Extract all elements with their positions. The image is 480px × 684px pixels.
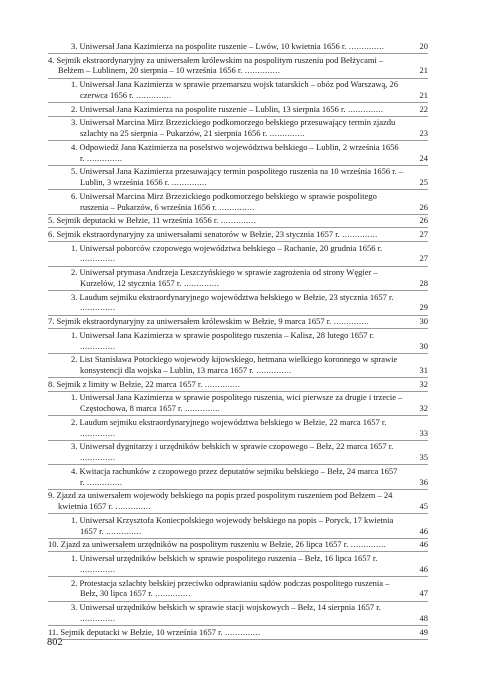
dot-leader: .............. (152, 588, 191, 599)
dot-leader: .............. (345, 103, 384, 114)
toc-subentry (48, 602, 428, 624)
toc-entry-title: 4. Kwitacja rachunków z czopowego przez deputatów sejmiku bełskiego – Bełz, 24 marca 1657 r. .............. (71, 465, 398, 487)
toc-section-entry (48, 316, 428, 327)
toc-subentry (48, 292, 428, 314)
toc-subentry (48, 191, 428, 213)
separator-rule (48, 464, 428, 465)
separator-rule (48, 189, 428, 190)
dot-leader: .............. (103, 525, 142, 536)
dot-leader: .............. (181, 277, 220, 288)
toc-page-number: 46 (419, 539, 428, 550)
toc-entry-title: 2. List Stanisława Potockiego wojewody kijowskiego, hetmana wielkiego koronnego w sprawie konsystencji dla wojska – Lublin, 13 marca 1657 r. .............. (71, 354, 398, 376)
toc-subentry (48, 354, 428, 376)
toc-page-number: 25 (419, 177, 428, 188)
separator-rule (48, 78, 428, 79)
toc-entry-title: 9. Zjazd za uniwersałem wojewody bełskiego na popis przed pospolitym ruszeniem pod Bełzem – 24 kwietnia 1657 r. .............. (48, 490, 393, 512)
toc-section-entry (48, 215, 428, 226)
separator-rule (48, 102, 428, 103)
separator-rule (48, 140, 428, 141)
toc-page-number: 27 (419, 253, 428, 264)
dot-leader: .............. (242, 65, 281, 76)
toc-subentry (48, 79, 428, 101)
toc-page-number: 28 (419, 277, 428, 288)
toc-page-number: 32 (419, 378, 428, 389)
toc-section-entry (48, 539, 428, 550)
separator-rule (48, 377, 428, 378)
toc-page-number: 27 (419, 228, 428, 239)
toc-subentry (48, 41, 428, 52)
toc-entry-title: 1. Uniwersał urzędników bełskich w sprawie pospolitego ruszenia – Bełz, 16 lipca 1657 r. .............. (71, 553, 378, 574)
toc-subentry (48, 117, 428, 139)
dot-leader: .............. (80, 340, 116, 351)
dot-leader: .............. (80, 452, 116, 463)
toc-subentry (48, 267, 428, 289)
toc-page-number: 32 (419, 403, 428, 414)
dot-leader: .............. (169, 177, 208, 188)
separator-rule (48, 440, 428, 441)
toc-page-number: 24 (419, 152, 428, 163)
toc-entry-title: 4. Odpowiedź Jana Kazimierza na poselstwo województwa bełskiego – Lublin, 2 września 1656 r. .............. (71, 141, 399, 163)
dot-leader: .............. (133, 89, 172, 100)
dot-leader: .............. (267, 128, 305, 139)
toc-page-number: 31 (419, 365, 428, 376)
dot-leader: .............. (218, 215, 257, 226)
toc-entry-title: 3. Laudum sejmiku ekstraordynaryjnego województwa bełskiego w Bełzie, 23 stycznia 1657 r. .............. (71, 291, 394, 313)
separator-rule (48, 328, 428, 329)
toc-subentry (48, 515, 428, 537)
toc-entry-title: 2. Uniwersał prymasa Andrzeja Leszczyńskiego w sprawie zagrożenia od strony Węgier – Kurzelów, 12 stycznia 1657 r. .............. (71, 267, 378, 288)
toc-entry-title: 3. Uniwersał Jana Kazimierza na pospolite ruszenie – Lwów, 10 kwietnia 1656 r. .............. (71, 41, 385, 51)
toc-page-number: 45 (419, 501, 428, 512)
toc-entry-title: 3. Uniwersał dygnitarzy i urzędników bełskich w sprawie czopowego – Bełz, 22 marca 1657 r. .............. (71, 441, 394, 463)
toc-subentry (48, 578, 428, 600)
toc-page-number: 46 (419, 525, 428, 536)
toc-page-number: 20 (419, 41, 428, 51)
separator-rule (48, 241, 428, 242)
dot-leader: .............. (84, 476, 123, 487)
toc-page-number: 47 (419, 588, 428, 599)
toc-entry-title: 8. Sejmik z limity w Bełzie, 22 marca 1657 r. .............. (48, 378, 241, 389)
toc-page-number: 21 (419, 65, 428, 76)
toc-entry-title: 6. Uniwersał Marcina Mirz Brzezickiego podkomorzego bełskiego w sprawie pospolitego ruszenia – Pukarzów, 6 września 1656 r. .............. (71, 190, 377, 212)
separator-rule (48, 214, 428, 215)
separator-rule (48, 290, 428, 291)
page-number: 802 (47, 637, 63, 648)
toc-subentry (48, 104, 428, 115)
toc-entry-title: 1. Uniwersał Jana Kazimierza w sprawie pospolitego ruszenia – Kalisz, 28 lutego 1657 r. .............. (71, 329, 375, 351)
toc-entry-title: 7. Sejmik ekstraordynaryjny za uniwersałem królewskim w Bełzie, 9 marca 1657 r. .............. (48, 316, 370, 327)
toc-entry-title: 1. Uniwersał poborców czopowego województwa bełskiego – Rachanie, 20 grudnia 1656 r. .............. (71, 242, 383, 264)
toc-entry-title: 5. Uniwersał Jana Kazimierza przesuwający termin pospolitego ruszenia na 10 września 1656 r. – Lublin, 3 września 1656 r. .............. (71, 166, 404, 188)
toc-subentry (48, 166, 428, 188)
toc-section-entry (48, 229, 428, 240)
dot-leader: .............. (348, 539, 387, 550)
toc-subentry (48, 243, 428, 265)
dot-leader: .............. (331, 316, 370, 327)
toc-subentry (48, 553, 428, 575)
dot-leader: .............. (80, 302, 116, 313)
separator-rule (48, 165, 428, 166)
toc-page-number: 26 (419, 215, 428, 226)
dot-leader: .............. (182, 403, 221, 414)
toc-entry-title: 2. Uniwersał Jana Kazimierza na pospolite ruszenie – Lublin, 13 sierpnia 1656 r. .............. (71, 103, 384, 114)
toc-page-number: 21 (419, 89, 428, 100)
dot-leader: .............. (80, 253, 116, 264)
toc-entry-title: 10. Zjazd za uniwersałem urzędników na pospolitym ruszeniu w Bełzie, 26 lipca 1657 r. .............. (48, 539, 387, 550)
dot-leader: .............. (80, 612, 116, 623)
dot-leader: .............. (222, 626, 261, 637)
separator-rule (48, 489, 428, 490)
toc-subentry (48, 466, 428, 488)
toc-entry-title: 5. Sejmik deputacki w Bełzie, 11 września 1656 r. .............. (48, 215, 257, 226)
dot-leader: .............. (253, 365, 292, 376)
separator-rule (48, 601, 428, 602)
toc-section-entry (48, 55, 428, 77)
separator-rule (48, 315, 428, 316)
toc-page-number: 49 (419, 626, 428, 637)
separator-rule (48, 639, 428, 640)
separator-rule (48, 227, 428, 228)
dot-leader: .............. (202, 378, 241, 389)
separator-rule (48, 391, 428, 392)
toc-page-number: 22 (419, 103, 428, 114)
toc-entry-title: 3. Uniwersał urzędników bełskich w sprawie stacji wojskowych – Bełz, 14 sierpnia 1657 r. .............. (71, 602, 381, 623)
toc-subentry (48, 392, 428, 414)
separator-rule (48, 625, 428, 626)
toc-page-number: 48 (419, 612, 428, 623)
toc-entry-title: 2. Protestacja szlachty bełskiej przeciwko odprawianiu sądów podczas pospolitego ruszenia – Bełz, 30 lipca 1657 r. .............. (71, 577, 390, 599)
toc-entry-title: 3. Uniwersał Marcina Mirz Brzezickiego podkomorzego bełskiego przesuwający termin zjazdu szlachty na 25 sierpnia – Pukarzów, 21 sierpnia 1656 r. .............. (71, 117, 396, 139)
toc-section-entry (48, 379, 428, 390)
toc-entry-title: 11. Sejmik deputacki w Bełzie, 10 września 1657 r. .............. (48, 626, 261, 637)
toc-entry-title: 6. Sejmik ekstraordynaryjny za uniwersałami senatorów w Bełzie, 23 stycznia 1657 r. .............. (48, 228, 378, 239)
separator-rule (48, 415, 428, 416)
separator-rule (48, 53, 428, 54)
separator-rule (48, 513, 428, 514)
dot-leader: .............. (346, 41, 385, 51)
separator-rule (48, 538, 428, 539)
separator-rule (48, 576, 428, 577)
toc-page-number: 33 (419, 427, 428, 438)
dot-leader: .............. (80, 563, 116, 574)
toc-entry-title: 2. Laudum sejmiku ekstraordynaryjnego województwa bełskiego w Bełzie, 22 marca 1657 r. .............. (71, 416, 387, 438)
toc-subentry (48, 441, 428, 463)
toc-page-number: 26 (419, 201, 428, 212)
toc-subentry (48, 142, 428, 164)
separator-rule (48, 266, 428, 267)
dot-leader: .............. (84, 152, 123, 163)
toc-page-number: 36 (419, 476, 428, 487)
toc-page-number: 35 (419, 452, 428, 463)
separator-rule (48, 353, 428, 354)
toc-subentry (48, 417, 428, 439)
toc-entry-title: 4. Sejmik ekstraordynaryjny za uniwersałem królewskim na pospolitym ruszeniu pod Bełżycami – Bełżem – Lublinem, 20 sierpnia – 10 września 1656 r. .............. (48, 54, 384, 76)
toc-list (48, 41, 428, 637)
toc-page-number: 23 (419, 128, 428, 139)
toc-page-number: 46 (419, 563, 428, 574)
toc-subentry (48, 330, 428, 352)
toc-section-entry (48, 627, 428, 638)
separator-rule (48, 551, 428, 552)
dot-leader: .............. (216, 201, 255, 212)
dot-leader: .............. (80, 427, 116, 438)
toc-entry-title: 1. Uniwersał Jana Kazimierza w sprawie przemarszu wojsk tatarskich – obóz pod Warszawą, 26 czerwca 1656 r. .............. (71, 79, 399, 100)
toc-page-number: 29 (419, 302, 428, 313)
separator-rule (48, 116, 428, 117)
toc-entry-title: 1. Uniwersał Krzysztofa Koniecpolskiego wojewody bełskiego na popis – Poryck, 17 kwietnia 1657 r. .............. (71, 514, 394, 536)
toc-page-number: 30 (419, 340, 428, 351)
toc-page-number: 30 (419, 316, 428, 327)
dot-leader: .............. (339, 228, 378, 239)
toc-section-entry (48, 490, 428, 512)
dot-leader: .............. (113, 501, 151, 512)
toc-entry-title: 1. Uniwersał Jana Kazimierza w sprawie pospolitego ruszenia, wici pierwsze za drugie i trzecie – Częstochowa, 8 marca 1657 r. .............. (71, 392, 403, 414)
